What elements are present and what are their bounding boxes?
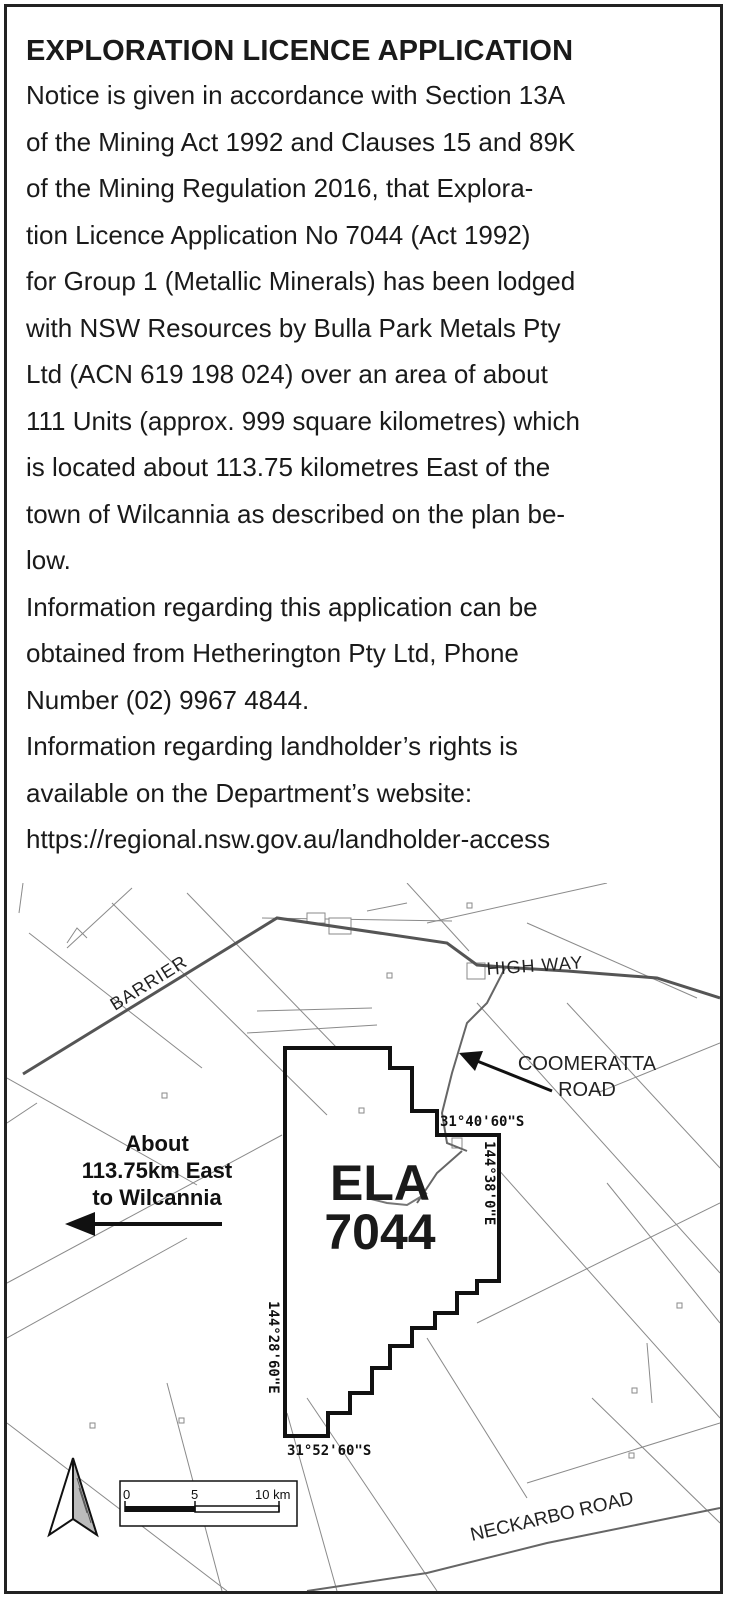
label-barrier: BARRIER bbox=[106, 951, 191, 1015]
map-svg bbox=[7, 883, 720, 1591]
location-map bbox=[7, 883, 720, 1591]
coord-south-lat: 31°52'60"S bbox=[287, 1443, 372, 1459]
direction-line3: to Wilcannia bbox=[92, 1185, 222, 1210]
paragraph-landholder bbox=[26, 723, 706, 863]
text-line: Ltd (ACN 619 198 024) over an area of about bbox=[26, 359, 548, 389]
paragraph-main bbox=[26, 72, 706, 584]
text-line: Information regarding this application can be bbox=[26, 591, 538, 622]
text-line: for Group 1 (Metallic Minerals) has been lodged bbox=[26, 266, 576, 296]
text-line: Information regarding landholder’s rights is bbox=[26, 731, 518, 761]
label-coomeratta-1: COOMERATTA bbox=[517, 1053, 657, 1075]
website-link[interactable]: https://regional.nsw.gov.au/landholder-access bbox=[26, 824, 551, 854]
scale-label-10: 10 km bbox=[255, 1487, 291, 1502]
text-line: low. bbox=[26, 545, 71, 575]
text-line: of the Mining Act 1992 and Clauses 15 and 89K bbox=[26, 126, 576, 157]
text-line: obtained from Hetherington Pty Ltd, Phone bbox=[26, 638, 519, 668]
notice-text bbox=[26, 33, 706, 863]
ela-label-line2: 7044 bbox=[324, 1204, 436, 1260]
scale-label-5: 5 bbox=[191, 1487, 199, 1502]
notice-title: EXPLORATION LICENCE APPLICATION bbox=[26, 35, 574, 67]
paragraph-contact bbox=[26, 584, 706, 724]
ela-label-line1: ELA bbox=[330, 1155, 430, 1211]
scale-label-0: 0 bbox=[123, 1487, 131, 1502]
coord-west-lon: 144°28'60"E bbox=[265, 1301, 281, 1394]
text-line: 111 Units (approx. 999 square kilometres) which bbox=[26, 405, 580, 436]
text-line: Notice is given in accordance with Section 13A bbox=[26, 80, 566, 110]
text-line: with NSW Resources by Bulla Park Metals Pty bbox=[26, 312, 561, 343]
text-line: of the Mining Regulation 2016, that Explora- bbox=[26, 173, 534, 203]
text-line: Number (02) 9967 4844. bbox=[26, 684, 310, 715]
notice-frame bbox=[4, 4, 723, 1594]
text-line: town of Wilcannia as described on the plan be- bbox=[26, 498, 566, 529]
coord-north-lat: 31°40'60"S bbox=[440, 1114, 525, 1130]
label-coomeratta-2: ROAD bbox=[558, 1079, 616, 1101]
direction-line1: About bbox=[125, 1131, 189, 1156]
text-line: is located about 113.75 kilometres East of the bbox=[26, 452, 551, 482]
text-line: available on the Department’s website: bbox=[26, 777, 473, 808]
coord-east-lon: 144°38'0"E bbox=[481, 1141, 497, 1226]
label-highway: HIGH WAY bbox=[485, 952, 585, 979]
text-line: tion Licence Application No 7044 (Act 1992) bbox=[26, 219, 531, 250]
direction-line2: 113.75km East bbox=[81, 1158, 233, 1183]
north-arrow-icon bbox=[49, 1458, 97, 1535]
label-neckarbo: NECKARBO ROAD bbox=[468, 1487, 636, 1546]
west-arrow bbox=[65, 1212, 222, 1236]
